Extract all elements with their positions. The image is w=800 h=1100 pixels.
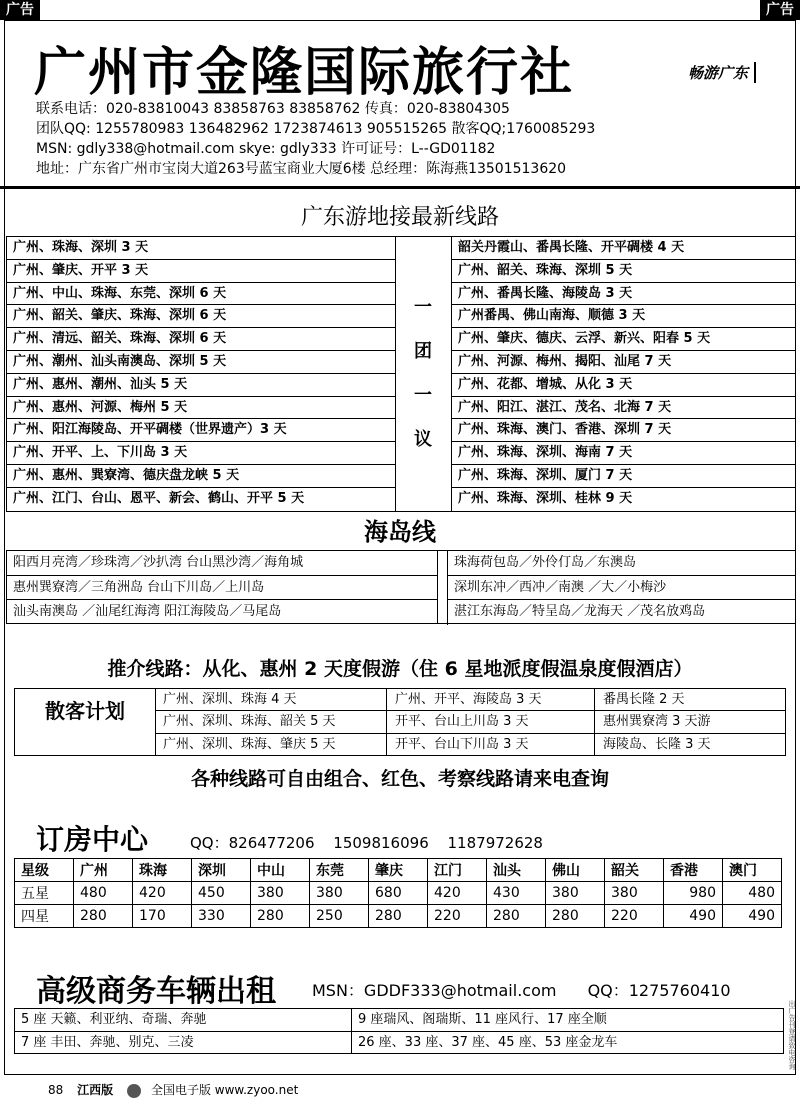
- price-header-cell: 珠海: [133, 859, 192, 882]
- route-item: 广州、珠海、深圳、海南 7 天: [452, 442, 795, 465]
- price-cell: 五星: [15, 882, 74, 905]
- car-qq: QQ：1275760410: [587, 981, 731, 1000]
- price-cell: 220: [428, 905, 487, 928]
- combine-note: 各种线路可自由组合、红色、考察线路请来电查询: [190, 768, 609, 790]
- car-left-column: [15, 1009, 352, 1053]
- scatter-plan-cell: 海陵岛、长隆 3 天: [603, 736, 711, 752]
- price-header-cell: 星级: [15, 859, 74, 882]
- price-cell: 280: [546, 905, 605, 928]
- price-header-cell: 佛山: [546, 859, 605, 882]
- agency-slogan: 畅游广东: [688, 62, 756, 83]
- island-title: 海岛线: [364, 518, 436, 546]
- hotel-price-table: [14, 858, 782, 928]
- contact-address: 地址：广东省广州市宝岗大道263号蓝宝商业大厦6楼 总经理：陈海燕13501513620: [36, 161, 567, 177]
- booking-title: 订房中心: [36, 823, 149, 856]
- island-route-item: 珠海荷包岛／外伶仃岛／东澳岛: [448, 551, 796, 576]
- price-cell: 380: [310, 882, 369, 905]
- price-cell: 280: [487, 905, 546, 928]
- price-cell: 四星: [15, 905, 74, 928]
- price-cell: 170: [133, 905, 192, 928]
- island-route-item: 湛江东海岛／特呈岛／龙海天 ／茂名放鸡岛: [454, 604, 706, 620]
- booking-qq-1: QQ：826477206: [190, 834, 315, 852]
- route-item: 广州、珠海、深圳 3 天: [7, 237, 395, 260]
- divider: [0, 186, 800, 189]
- island-route-item: 惠州巽寮湾／三角洲岛 台山下川岛／上川岛: [7, 576, 437, 601]
- car-item: 26 座、33 座、37 座、45 座、53 座金龙车: [358, 1034, 618, 1050]
- route-item: 广州、惠州、巽寮湾、德庆盘龙峡 5 天: [7, 465, 395, 488]
- price-cell: 280: [74, 905, 133, 928]
- price-header-cell: 广州: [74, 859, 133, 882]
- route-item: 广州、中山、珠海、东莞、深圳 6 天: [7, 283, 395, 306]
- route-item: 广州、番禺长隆、海陵岛 3 天: [452, 283, 795, 306]
- group-label-3: 一: [414, 385, 432, 406]
- booking-qq-2: 1509816096: [333, 834, 429, 852]
- route-item: 广州、韶关、肇庆、珠海、深圳 6 天: [7, 305, 395, 328]
- price-cell: 280: [369, 905, 428, 928]
- route-item: 广州、河源、梅州、揭阳、汕尾 7 天: [452, 351, 795, 374]
- route-item: 广州、江门、台山、恩平、新会、鹤山、开平 5 天: [13, 490, 305, 506]
- price-cell: 420: [133, 882, 192, 905]
- scatter-plan-row: [155, 734, 785, 756]
- route-item: 韶关丹霞山、番禺长隆、开平碉楼 4 天: [452, 237, 795, 260]
- contact-block: [36, 99, 776, 179]
- price-cell: 280: [251, 905, 310, 928]
- price-cell: 420: [428, 882, 487, 905]
- side-note: 出广告刊登请致电咨询: [788, 1000, 796, 1070]
- price-header-cell: 江门: [428, 859, 487, 882]
- route-item: 广州、花都、增城、从化 3 天: [452, 374, 795, 397]
- route-item: 广州、惠州、河源、梅州 5 天: [7, 397, 395, 420]
- booking-qq-3: 1187972628: [447, 834, 543, 852]
- price-cell: 220: [605, 905, 664, 928]
- agency-name: 广州市金隆国际旅行社: [34, 42, 575, 103]
- island-table: [6, 550, 796, 624]
- price-cell: 380: [605, 882, 664, 905]
- scatter-plan-cell: 广州、深圳、珠海、肇庆 5 天: [155, 734, 387, 756]
- scatter-plan-cell: 惠州巽寮湾 3 天游: [603, 714, 711, 730]
- contact-qq: 团队QQ: 1255780983 136482962 1723874613 905515265 散客QQ;1760085293: [36, 121, 596, 137]
- ad-label-right: 广告: [760, 0, 800, 20]
- footer: [48, 1081, 308, 1098]
- ad-label-left: 广告: [0, 0, 40, 20]
- contact-msn: MSN: gdly338@hotmail.com skye: gdly333 许可证号：L--GD01182: [36, 141, 496, 157]
- routes-left-column: [7, 237, 396, 511]
- island-route-item: 汕头南澳岛 ／汕尾红海湾 阳江海陵岛／马尾岛: [13, 604, 282, 620]
- car-right-column: [352, 1009, 784, 1054]
- publisher-logo-icon: [127, 1084, 141, 1098]
- route-item: 广州、阳江、湛江、茂名、北海 7 天: [452, 397, 795, 420]
- scatter-plan-table: [14, 688, 786, 756]
- scatter-plan-label: 散客计划: [15, 689, 156, 755]
- scatter-plan-cell: 广州、深圳、珠海 4 天: [155, 689, 387, 710]
- recommend-line: 推介线路：从化、惠州 2 天度假游（住 6 星地派度假温泉度假酒店）: [107, 658, 693, 680]
- route-item: 广州、开平、上、下川岛 3 天: [7, 442, 395, 465]
- route-item: 广州、珠海、深圳、桂林 9 天: [458, 490, 633, 506]
- routes-title: 广东游地接最新线路: [300, 205, 499, 230]
- scatter-plan-cell: 广州、深圳、珠海、韶关 5 天: [155, 711, 387, 732]
- car-rental-title: 高级商务车辆出租: [36, 974, 276, 1009]
- island-left-column: [7, 551, 438, 623]
- group-negotiable-column: [395, 237, 452, 511]
- price-header-cell: 澳门: [723, 859, 782, 882]
- route-item: 广州、阳江海陵岛、开平碉楼（世界遗产）3 天: [7, 419, 395, 442]
- routes-table: [6, 236, 796, 512]
- scatter-plan-cell: 广州、开平、海陵岛 3 天: [387, 689, 595, 710]
- island-route-item: 阳西月亮湾／珍珠湾／沙扒湾 台山黑沙湾／海角城: [7, 551, 437, 576]
- car-rental-table: [14, 1008, 784, 1054]
- price-header-row: [15, 859, 782, 882]
- route-item: 广州、肇庆、德庆、云浮、新兴、阳春 5 天: [452, 328, 795, 351]
- booking-qq: [190, 832, 557, 853]
- price-cell: 490: [723, 905, 782, 928]
- scatter-plan-grid: [155, 689, 785, 755]
- price-cell: 680: [369, 882, 428, 905]
- route-item: 广州、珠海、澳门、香港、深圳 7 天: [452, 419, 795, 442]
- group-label-1: 一: [414, 297, 432, 318]
- routes-right-column: [452, 237, 795, 511]
- car-item: 5 座 天籁、利亚纳、奇瑞、奔驰: [15, 1009, 351, 1032]
- price-cell: 980: [664, 882, 723, 905]
- scatter-plan-row: [155, 689, 785, 711]
- price-cell: 250: [310, 905, 369, 928]
- car-rental-contact: [312, 978, 757, 1001]
- price-header-cell: 汕头: [487, 859, 546, 882]
- car-item: 7 座 丰田、奔驰、别克、三凌: [21, 1034, 194, 1050]
- car-item: 9 座瑞风、阁瑞斯、11 座风行、17 座全顺: [352, 1009, 784, 1032]
- page-number: 88: [48, 1083, 64, 1097]
- price-header-cell: 香港: [664, 859, 723, 882]
- price-row: [15, 882, 782, 905]
- price-row: [15, 905, 782, 928]
- price-cell: 380: [546, 882, 605, 905]
- edition-label: 江西版: [77, 1083, 114, 1097]
- price-cell: 480: [74, 882, 133, 905]
- price-cell: 490: [664, 905, 723, 928]
- price-cell: 430: [487, 882, 546, 905]
- group-label-2: 团: [414, 341, 432, 362]
- price-header-cell: 东莞: [310, 859, 369, 882]
- car-msn: MSN：GDDF333@hotmail.com: [312, 981, 557, 1000]
- price-header-cell: 深圳: [192, 859, 251, 882]
- scatter-plan-row: [155, 711, 785, 733]
- route-item: 广州番禺、佛山南海、顺德 3 天: [452, 305, 795, 328]
- price-header-cell: 肇庆: [369, 859, 428, 882]
- island-route-item: 深圳东冲／西冲／南澳 ／大／小梅沙: [448, 576, 796, 601]
- scatter-plan-cell: 开平、台山下川岛 3 天: [387, 734, 595, 756]
- island-right-column: [447, 551, 796, 625]
- site-label[interactable]: 全国电子版 www.zyoo.net: [150, 1083, 299, 1097]
- route-item: 广州、惠州、潮州、汕头 5 天: [7, 374, 395, 397]
- price-cell: 380: [251, 882, 310, 905]
- route-item: 广州、韶关、珠海、深圳 5 天: [452, 260, 795, 283]
- scatter-plan-cell: 开平、台山上川岛 3 天: [387, 711, 595, 732]
- price-cell: 450: [192, 882, 251, 905]
- price-header-cell: 韶关: [605, 859, 664, 882]
- price-cell: 480: [723, 882, 782, 905]
- scatter-plan-cell: 番禺长隆 2 天: [603, 692, 685, 707]
- price-cell: 330: [192, 905, 251, 928]
- group-label-4: 议: [414, 429, 432, 450]
- price-header-cell: 中山: [251, 859, 310, 882]
- route-item: 广州、肇庆、开平 3 天: [7, 260, 395, 283]
- contact-phone: 联系电话：020-83810043 83858763 83858762 传真：020-83804305: [36, 101, 510, 117]
- route-item: 广州、潮州、汕头南澳岛、深圳 5 天: [7, 351, 395, 374]
- route-item: 广州、清远、韶关、珠海、深圳 6 天: [7, 328, 395, 351]
- route-item: 广州、珠海、深圳、厦门 7 天: [452, 465, 795, 488]
